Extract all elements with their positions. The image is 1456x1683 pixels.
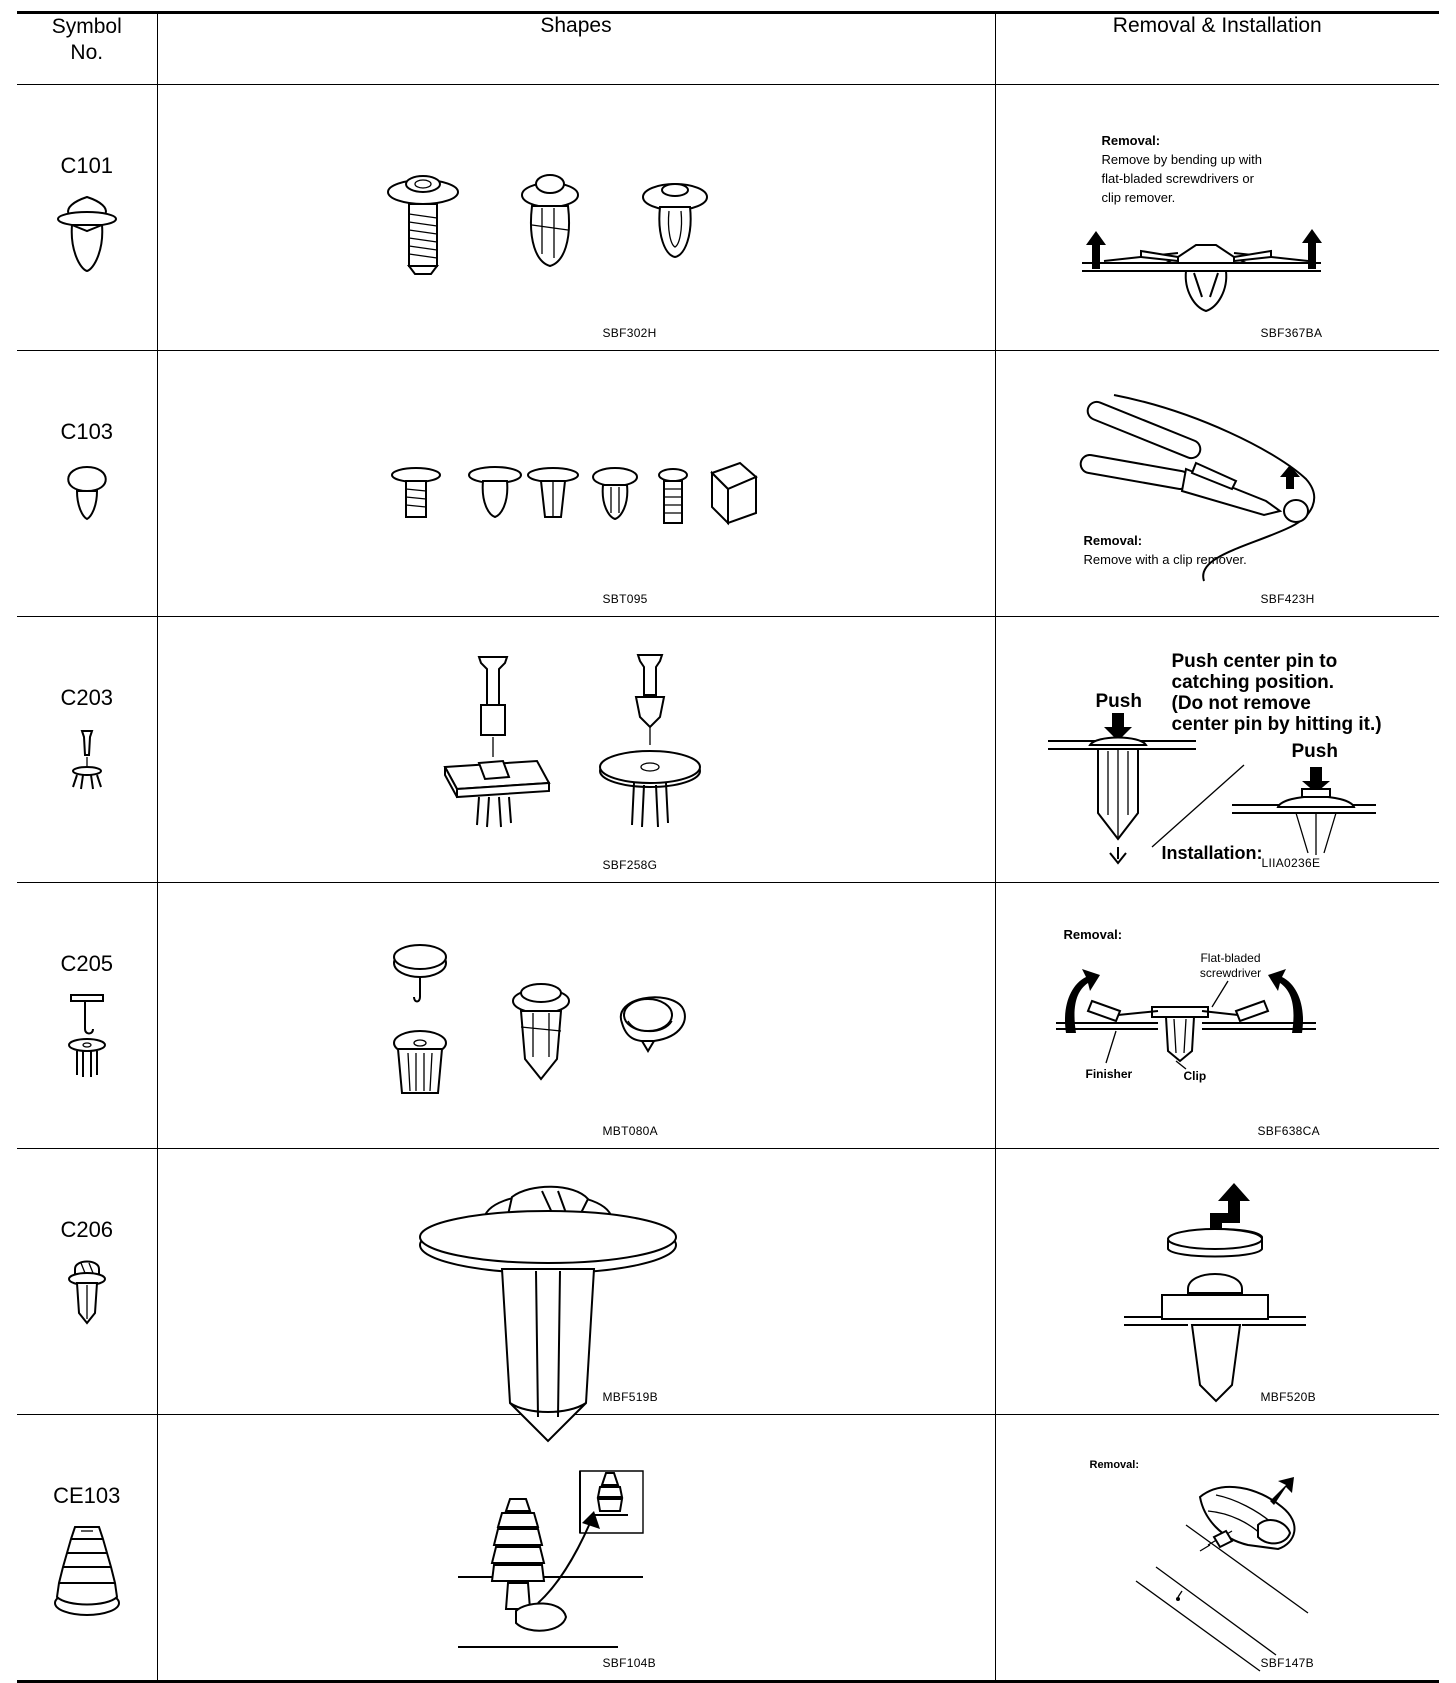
header-symbol (17, 13, 157, 85)
c205-shapes-drawing (158, 883, 996, 1148)
finisher-label: Finisher (1085, 1067, 1133, 1081)
c203-shapes-drawing (158, 617, 996, 882)
c103-removal-drawing (996, 351, 1408, 616)
figure-code: SBF367BA (1260, 326, 1323, 340)
removal-label: Removal: (1089, 1459, 1140, 1471)
c101-removal-drawing (996, 85, 1408, 350)
c103-shapes-drawing (158, 351, 996, 616)
instruction-text: Push center pin to catching position. (Do not remove center pin by hitting it.) (1171, 651, 1382, 735)
clip-c101-symbol-icon (17, 195, 157, 275)
c101-shapes-drawing (158, 85, 996, 350)
figure-code: MBF520B (1260, 1390, 1316, 1404)
header-symbol-text: Symbol No. (51, 15, 122, 64)
header-removal: Removal & Installation (995, 13, 1439, 85)
clip-label: Clip (1183, 1069, 1207, 1083)
table-row (17, 883, 1439, 1149)
screwdriver-label: Flat-bladed screwdriver (1199, 951, 1262, 980)
header-row (17, 13, 1439, 85)
removal-label: Removal: (1083, 533, 1143, 548)
removal-label: Removal: (1063, 927, 1123, 942)
figure-code: LIIA0236E (1261, 856, 1321, 870)
figure-code: SBF147B (1260, 1656, 1314, 1670)
table-row (17, 1415, 1439, 1682)
symbol-code: C103 (60, 419, 114, 444)
symbol-code: C203 (60, 685, 114, 710)
figure-code: SBF302H (602, 326, 657, 340)
push-label: Push (1095, 691, 1142, 712)
clip-c206-symbol-icon (17, 1257, 157, 1327)
removal-text: Remove by bending up with flat-bladed screwdrivers or clip remover. (1101, 152, 1262, 205)
symbol-code: CE103 (53, 1483, 121, 1508)
removal-note (1084, 531, 1247, 569)
c205-removal-drawing (996, 883, 1408, 1148)
clip-c205-symbol-icon (17, 991, 157, 1087)
figure-code: MBT080A (602, 1124, 658, 1138)
removal-text: Remove with a clip remover. (1083, 552, 1247, 567)
push-label: Push (1291, 741, 1338, 762)
removal-label: Removal: (1101, 133, 1161, 148)
c206-removal-drawing (996, 1149, 1408, 1414)
figure-code: SBT095 (602, 592, 648, 606)
clip-ce103-symbol-icon (17, 1523, 157, 1619)
installation-label: Installation: (1161, 843, 1263, 863)
ce103-shapes-drawing (158, 1415, 996, 1680)
header-shapes: Shapes (157, 13, 995, 85)
figure-code: SBF258G (602, 858, 658, 872)
figure-code: SBF423H (1260, 592, 1315, 606)
table-row (17, 617, 1439, 883)
figure-code: SBF104B (602, 1656, 656, 1670)
table-row (17, 1149, 1439, 1415)
figure-code: SBF638CA (1257, 1124, 1320, 1138)
symbol-code: C101 (60, 153, 114, 178)
clip-table (17, 11, 1439, 1683)
ce103-removal-drawing (996, 1415, 1408, 1680)
table-row (17, 85, 1439, 351)
clip-c103-symbol-icon (17, 463, 157, 523)
symbol-code: C206 (60, 1217, 114, 1242)
clip-c203-symbol-icon (17, 729, 157, 793)
symbol-code: C205 (60, 951, 114, 976)
figure-code: MBF519B (602, 1390, 658, 1404)
c206-shapes-drawing (158, 1149, 996, 1414)
table-row (17, 351, 1439, 617)
